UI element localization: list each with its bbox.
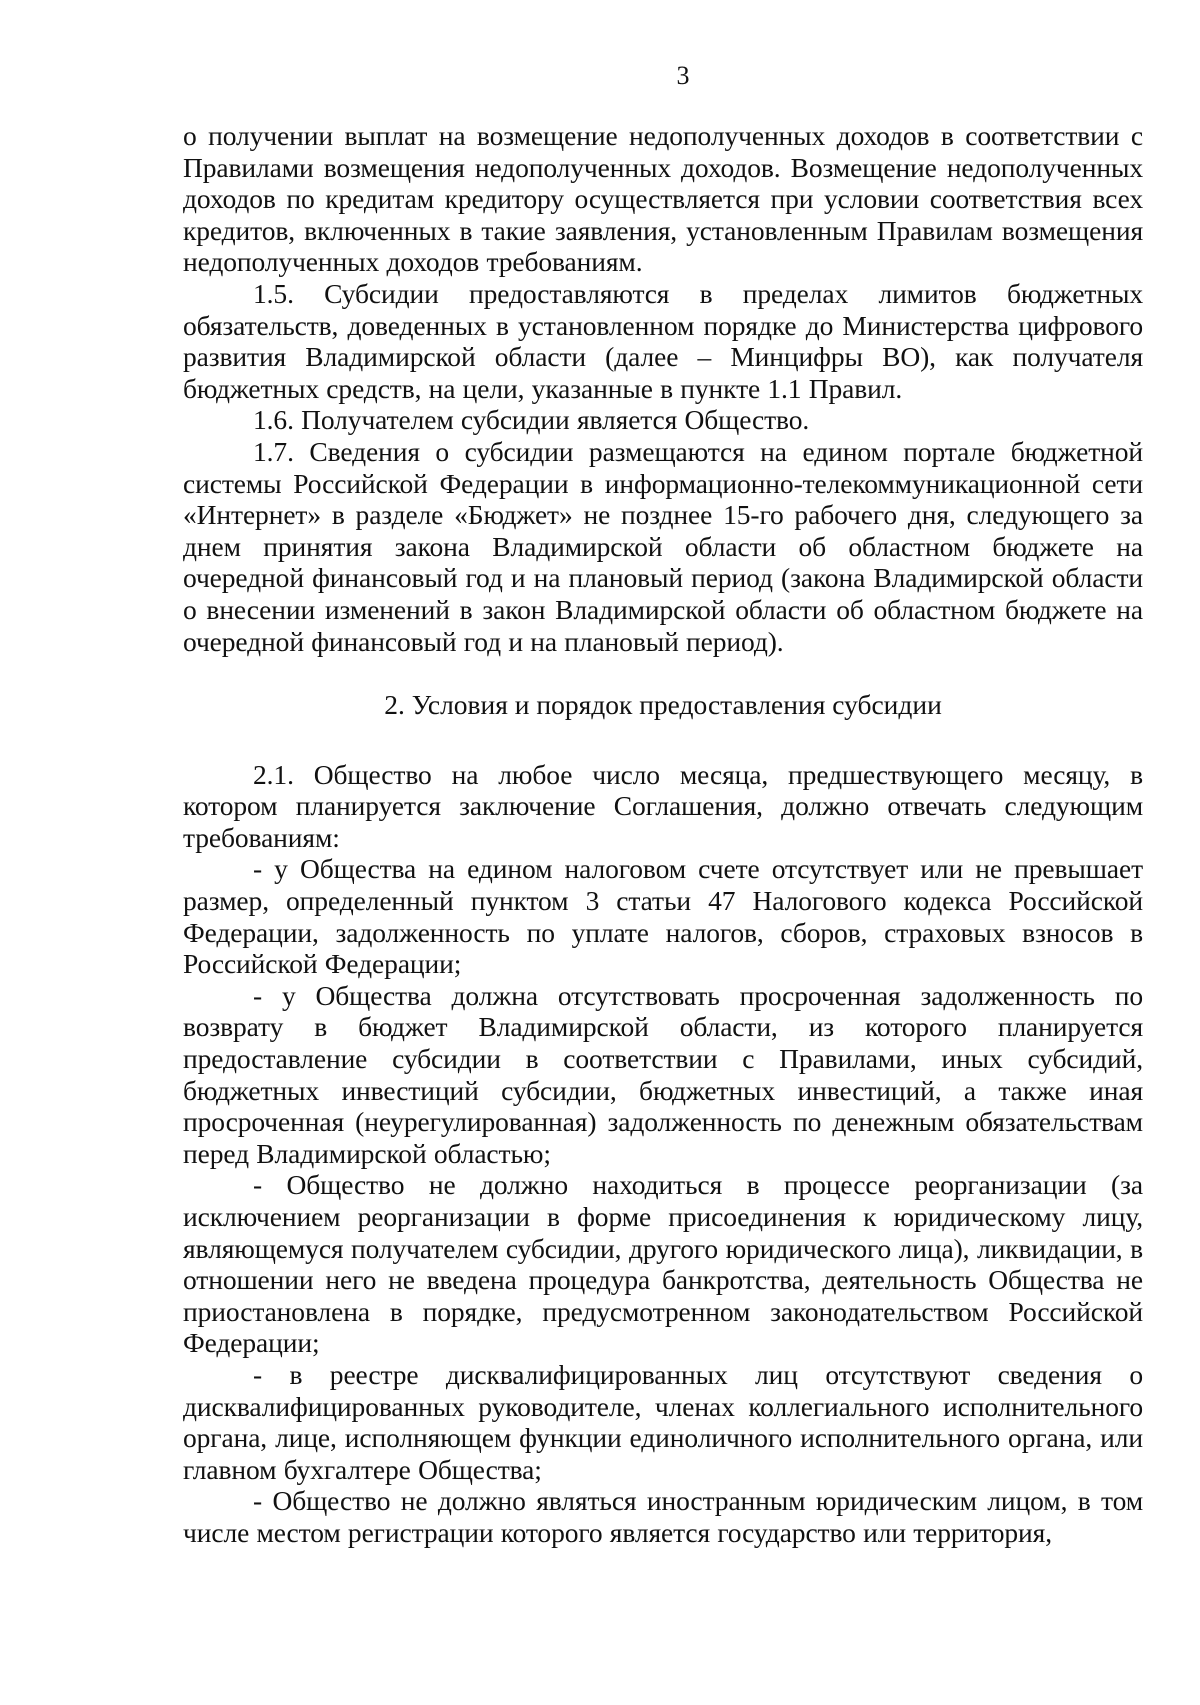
page-number: 3 — [676, 61, 690, 90]
requirement-item-tax-debt: - у Общества на едином налоговом счете отсутствует или не превышает размер, определенный пунктом 3 статьи 47 Налогового кодекса Российской Федерации, задолженность по уплате налогов, сборов, страховых взносов в Российской Федерации; — [183, 853, 1143, 980]
requirement-item-reorganization: - Общество не должно находиться в процессе реорганизации (за исключением реорганизации в форме присоединения к юридическому лицу, являющемуся получателем субсидии, другого юридического лица), ликвидации, в отношении него не введена процедура банкротства, деятельность Общества не приостановлена в порядке, предусмотренном законодательством Российской Федерации; — [183, 1169, 1143, 1359]
paragraph-1-5: 1.5. Субсидии предоставляются в пределах лимитов бюджетных обязательств, доведенных в установленном порядке до Министерства цифрового развития Владимирской области (далее – Минцифры ВО), как получателя бюджетных средств, на цели, указанные в пункте 1.1 Правил. — [183, 277, 1143, 404]
paragraph-continuation: о получении выплат на возмещение недополученных доходов в соответствии с Правилами возмещения недополученных доходов. Возмещение недополученных доходов по кредитам кредитору осуществляется при условии соответствия всех кредитов, включенных в такие заявления, установленным Правилам возмещения недополученных доходов требованиям. — [183, 120, 1143, 278]
requirement-item-disqualified: - в реестре дисквалифицированных лиц отсутствуют сведения о дисквалифицированных руководителе, членах коллегиального исполнительного органа, лице, исполняющем функции единоличного исполнительного органа, или главном бухгалтере Общества; — [183, 1358, 1143, 1485]
requirement-item-budget-debt: - у Общества должна отсутствовать просроченная задолженность по возврату в бюджет Владимирской области, из которого планируется предоставление субсидии в соответствии с Правилами, иных субсидий, бюджетных инвестиций субсидии, бюджетных инвестиций, а также иная просроченная (неурегулированная) задолженность по денежным обязательствам перед Владимирской областью; — [183, 979, 1143, 1169]
requirement-item-foreign-entity: - Общество не должно являться иностранным юридическим лицом, в том числе местом регистрации которого является государство или территория, — [183, 1485, 1143, 1548]
paragraph-1-6: 1.6. Получателем субсидии является Общество. — [253, 404, 810, 436]
paragraph-1-7: 1.7. Сведения о субсидии размещаются на едином портале бюджетной системы Российской Федерации в информационно-телекоммуникационной сети «Интернет» в разделе «Бюджет» не позднее 15-го рабочего дня, следующего за днем принятия закона Владимирской области об областном бюджете на очередной финансовый год и на плановый период (закона Владимирской области о внесении изменений в закон Владимирской области об областном бюджете на очередной финансовый год и на плановый период). — [183, 435, 1143, 657]
section-heading: 2. Условия и порядок предоставления субсидии — [384, 689, 942, 721]
paragraph-2-1: 2.1. Общество на любое число месяца, предшествующего месяцу, в котором планируется заключение Соглашения, должно отвечать следующим требованиям: — [183, 758, 1143, 853]
